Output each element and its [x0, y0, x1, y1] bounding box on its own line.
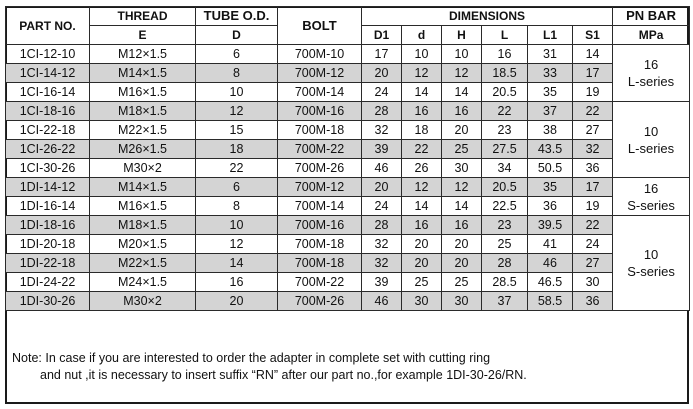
pressure-series-group [613, 178, 690, 216]
header-dim-d1: D1 [362, 26, 402, 45]
cell-s1: 17 [573, 178, 613, 197]
header-dim-d: d [402, 26, 442, 45]
cell-h: 20 [442, 121, 482, 140]
table-row [6, 235, 690, 254]
cell-s1: 36 [573, 159, 613, 178]
header-bolt: BOLT [278, 7, 362, 45]
cell-part-no: 1DI-14-12 [6, 178, 90, 197]
cell-h: 12 [442, 178, 482, 197]
header-pn-bar: PN BAR [613, 7, 690, 26]
cell-tube-od: 18 [196, 140, 278, 159]
cell-s1: 17 [573, 64, 613, 83]
cell-part-no: 1DI-24-22 [6, 273, 90, 292]
cell-tube-od: 10 [196, 216, 278, 235]
header-dimensions: DIMENSIONS [362, 7, 613, 26]
group-pressure: 16 [643, 180, 659, 196]
cell-d1: 24 [362, 197, 402, 216]
cell-d: 30 [402, 292, 442, 311]
cell-thread: M30×2 [90, 159, 196, 178]
cell-bolt: 700M-18 [278, 254, 362, 273]
cell-d: 22 [402, 140, 442, 159]
table-row [6, 292, 690, 311]
cell-h: 16 [442, 102, 482, 121]
cell-bolt: 700M-18 [278, 121, 362, 140]
cell-part-no: 1CI-14-12 [6, 64, 90, 83]
cell-d: 12 [402, 64, 442, 83]
cell-s1: 19 [573, 83, 613, 102]
cell-part-no: 1DI-22-18 [6, 254, 90, 273]
table-row [6, 216, 690, 235]
cell-tube-od: 6 [196, 45, 278, 64]
cell-l: 23 [482, 121, 528, 140]
cell-l: 20.5 [482, 83, 528, 102]
cell-part-no: 1CI-26-22 [6, 140, 90, 159]
cell-thread: M16×1.5 [90, 83, 196, 102]
header-tube-od-sub: D [196, 26, 278, 45]
cell-h: 25 [442, 140, 482, 159]
cell-d1: 32 [362, 254, 402, 273]
cell-h: 16 [442, 216, 482, 235]
cell-h: 12 [442, 64, 482, 83]
cell-l1: 41 [528, 235, 573, 254]
cell-part-no: 1CI-12-10 [6, 45, 90, 64]
table-row [6, 254, 690, 273]
cell-l1: 38 [528, 121, 573, 140]
cell-thread: M26×1.5 [90, 140, 196, 159]
header-tube-od: TUBE O.D. [196, 7, 278, 26]
table-row [6, 83, 690, 102]
group-pressure: 10 [643, 123, 659, 139]
cell-bolt: 700M-26 [278, 292, 362, 311]
cell-thread: M24×1.5 [90, 273, 196, 292]
table-row [6, 45, 690, 64]
cell-l1: 35 [528, 178, 573, 197]
cell-bolt: 700M-12 [278, 64, 362, 83]
cell-d: 18 [402, 121, 442, 140]
cell-d1: 17 [362, 45, 402, 64]
footnote-line-2: and nut ,it is necessary to insert suffix “RN” after our part no.,for example 1DI-30-26/RN. [40, 368, 527, 382]
cell-bolt: 700M-18 [278, 235, 362, 254]
cell-l1: 58.5 [528, 292, 573, 311]
cell-part-no: 1DI-30-26 [6, 292, 90, 311]
cell-d1: 32 [362, 121, 402, 140]
cell-bolt: 700M-10 [278, 45, 362, 64]
cell-h: 25 [442, 273, 482, 292]
cell-d1: 46 [362, 292, 402, 311]
cell-s1: 22 [573, 102, 613, 121]
group-pressure: 10 [643, 247, 659, 262]
cell-h: 30 [442, 159, 482, 178]
cell-s1: 19 [573, 197, 613, 216]
cell-l1: 46.5 [528, 273, 573, 292]
cell-l: 37 [482, 292, 528, 311]
table-body [6, 45, 690, 311]
cell-s1: 36 [573, 292, 613, 311]
cell-l1: 39.5 [528, 216, 573, 235]
cell-part-no: 1DI-18-16 [6, 216, 90, 235]
cell-bolt: 700M-14 [278, 83, 362, 102]
cell-l: 16 [482, 45, 528, 64]
header-dim-l1: L1 [528, 26, 573, 45]
cell-thread: M18×1.5 [90, 216, 196, 235]
pressure-series-group [613, 102, 690, 178]
cell-bolt: 700M-16 [278, 102, 362, 121]
cell-d: 12 [402, 178, 442, 197]
cell-h: 20 [442, 235, 482, 254]
header-thread-sub: E [90, 26, 196, 45]
cell-d1: 24 [362, 83, 402, 102]
cell-l: 18.5 [482, 64, 528, 83]
cell-tube-od: 6 [196, 178, 278, 197]
cell-l: 34 [482, 159, 528, 178]
table-row [6, 140, 690, 159]
table-row [6, 121, 690, 140]
cell-tube-od: 10 [196, 83, 278, 102]
cell-d1: 39 [362, 273, 402, 292]
cell-l1: 50.5 [528, 159, 573, 178]
cell-l1: 37 [528, 102, 573, 121]
cell-part-no: 1DI-20-18 [6, 235, 90, 254]
cell-tube-od: 22 [196, 159, 278, 178]
header-pn-sub: MPa [613, 26, 690, 45]
cell-bolt: 700M-26 [278, 159, 362, 178]
cell-l: 25 [482, 235, 528, 254]
cell-bolt: 700M-14 [278, 197, 362, 216]
cell-l1: 35 [528, 83, 573, 102]
group-series: L-series [627, 140, 675, 156]
cell-tube-od: 15 [196, 121, 278, 140]
cell-h: 30 [442, 292, 482, 311]
cell-d: 16 [402, 102, 442, 121]
cell-l: 28.5 [482, 273, 528, 292]
table-row [6, 178, 690, 197]
cell-d: 10 [402, 45, 442, 64]
cell-s1: 24 [573, 235, 613, 254]
table-row [6, 273, 690, 292]
cell-h: 14 [442, 197, 482, 216]
cell-d: 14 [402, 83, 442, 102]
cell-s1: 27 [573, 254, 613, 273]
cell-part-no: 1CI-18-16 [6, 102, 90, 121]
cell-thread: M12×1.5 [90, 45, 196, 64]
cell-part-no: 1CI-22-18 [6, 121, 90, 140]
cell-d1: 39 [362, 140, 402, 159]
cell-thread: M16×1.5 [90, 197, 196, 216]
cell-part-no: 1DI-16-14 [6, 197, 90, 216]
cell-tube-od: 8 [196, 197, 278, 216]
cell-d1: 46 [362, 159, 402, 178]
cell-tube-od: 12 [196, 102, 278, 121]
header-dim-s1: S1 [573, 26, 613, 45]
cell-tube-od: 14 [196, 254, 278, 273]
cell-tube-od: 8 [196, 64, 278, 83]
footnote-line-1: Note: In case if you are interested to order the adapter in complete set with cutting ring [12, 351, 491, 365]
cell-d1: 20 [362, 178, 402, 197]
cell-s1: 27 [573, 121, 613, 140]
cell-thread: M14×1.5 [90, 64, 196, 83]
cell-l1: 31 [528, 45, 573, 64]
cell-d: 25 [402, 273, 442, 292]
cell-tube-od: 20 [196, 292, 278, 311]
cell-thread: M22×1.5 [90, 254, 196, 273]
cell-l: 27.5 [482, 140, 528, 159]
cell-d1: 20 [362, 64, 402, 83]
cell-d: 26 [402, 159, 442, 178]
cell-thread: M30×2 [90, 292, 196, 311]
cell-d: 16 [402, 216, 442, 235]
cell-tube-od: 16 [196, 273, 278, 292]
cell-l: 22.5 [482, 197, 528, 216]
cell-h: 14 [442, 83, 482, 102]
table-row [6, 64, 690, 83]
cell-bolt: 700M-22 [278, 273, 362, 292]
cell-s1: 32 [573, 140, 613, 159]
cell-bolt: 700M-16 [278, 216, 362, 235]
cell-l1: 43.5 [528, 140, 573, 159]
cell-l1: 36 [528, 197, 573, 216]
spec-table [5, 6, 690, 311]
cell-part-no: 1CI-30-26 [6, 159, 90, 178]
cell-tube-od: 12 [196, 235, 278, 254]
cell-d1: 28 [362, 102, 402, 121]
header-thread: THREAD [90, 7, 196, 26]
header-dim-h: H [442, 26, 482, 45]
group-series: S-series [627, 264, 675, 279]
cell-d1: 32 [362, 235, 402, 254]
cell-bolt: 700M-22 [278, 140, 362, 159]
cell-l1: 33 [528, 64, 573, 83]
cell-bolt: 700M-12 [278, 178, 362, 197]
cell-s1: 14 [573, 45, 613, 64]
header-dim-l: L [482, 26, 528, 45]
cell-thread: M20×1.5 [90, 235, 196, 254]
cell-d: 20 [402, 254, 442, 273]
table-row [6, 197, 690, 216]
cell-h: 10 [442, 45, 482, 64]
cell-l: 20.5 [482, 178, 528, 197]
cell-s1: 22 [573, 216, 613, 235]
table-row [6, 102, 690, 121]
group-series: L-series [627, 74, 675, 89]
cell-l: 22 [482, 102, 528, 121]
cell-s1: 30 [573, 273, 613, 292]
cell-thread: M22×1.5 [90, 121, 196, 140]
cell-l: 28 [482, 254, 528, 273]
table-header [6, 7, 690, 45]
cell-d: 14 [402, 197, 442, 216]
cell-d: 20 [402, 235, 442, 254]
cell-part-no: 1CI-16-14 [6, 83, 90, 102]
pressure-series-group [613, 45, 690, 102]
pressure-series-group [613, 216, 690, 311]
table-row [6, 159, 690, 178]
cell-l: 23 [482, 216, 528, 235]
group-pressure: 16 [643, 57, 659, 72]
cell-thread: M14×1.5 [90, 178, 196, 197]
cell-h: 20 [442, 254, 482, 273]
cell-thread: M18×1.5 [90, 102, 196, 121]
header-part-no: PART NO. [6, 7, 90, 45]
footnote [12, 350, 682, 384]
group-series: S-series [627, 197, 675, 213]
cell-d1: 28 [362, 216, 402, 235]
cell-l1: 46 [528, 254, 573, 273]
